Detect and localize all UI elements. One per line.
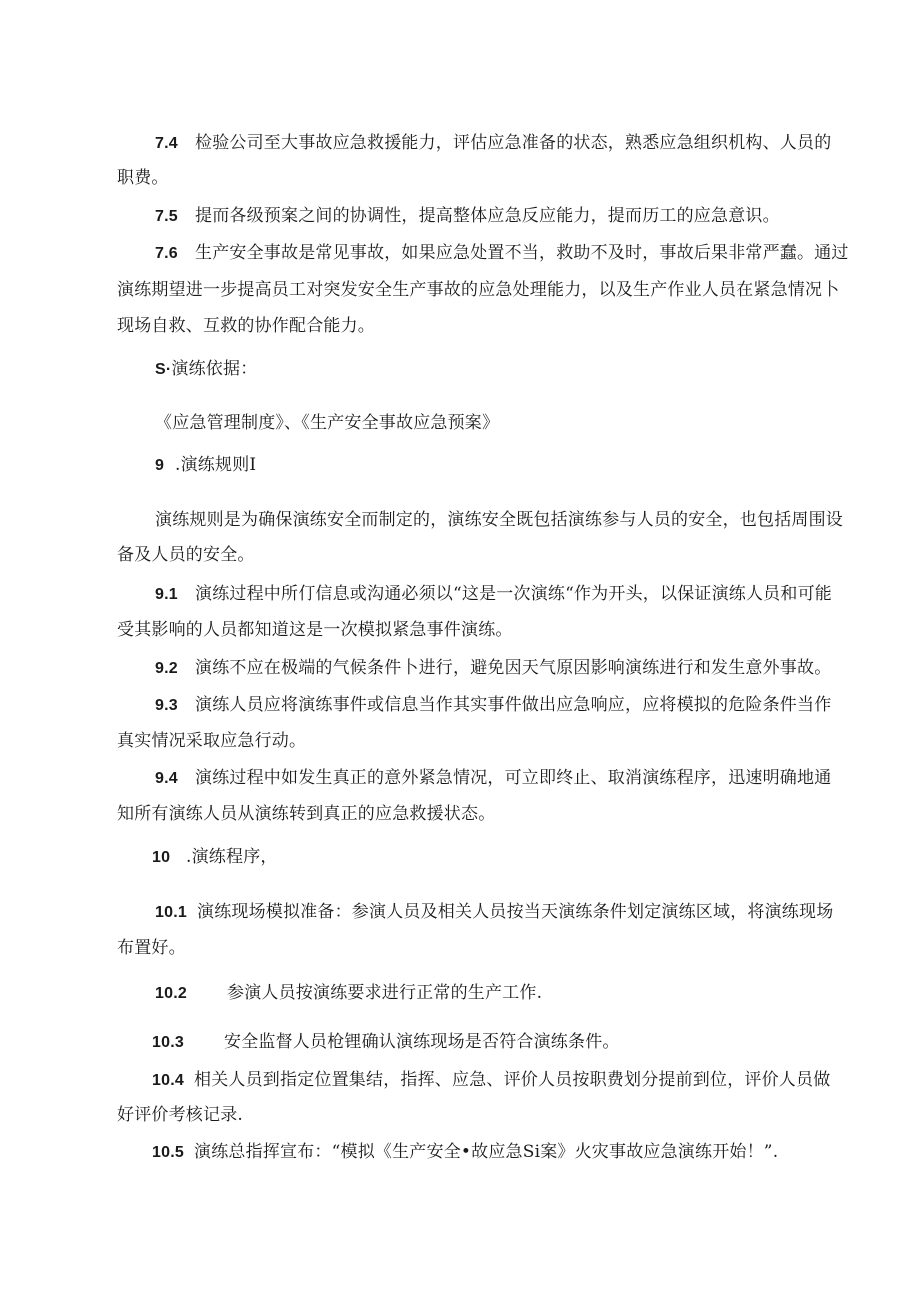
paragraph-text: 演练人员应将演练事件或信息当作其实事件做出应急响应，应将模拟的危险条件当作 xyxy=(195,695,832,715)
paragraph-text: 演练总指挥宣布：“模拟《生产安全•故应急Si案》火灾事故应急演练开始！”. xyxy=(194,1142,779,1162)
section-10-1-line2: 布置好。 xyxy=(117,938,186,958)
section-10-2 xyxy=(155,982,542,1005)
section-number: 10.4 xyxy=(152,1072,184,1089)
paragraph-text: 生产安全事故是常见事故，如果应急处置不当，救助不及时，事故后果非常严蠢。通过 xyxy=(195,243,849,263)
paragraph-text: 演练过程中如发生真正的意外紧急情况，可立即终止、取消演练程序，迅速明确地通 xyxy=(195,768,832,788)
section-number: 9.4 xyxy=(155,770,178,787)
section-number: 9.3 xyxy=(155,697,178,714)
section-7-4-line1 xyxy=(155,132,831,155)
section-9-3-line2: 真实情况采取应急行动。 xyxy=(117,731,307,751)
section-number: 9.2 xyxy=(155,660,178,677)
section-number: 10.1 xyxy=(155,904,187,921)
section-9-4-line1 xyxy=(155,767,831,790)
section-10-4-line1 xyxy=(152,1069,830,1092)
section-10-4-line2: 好评价考核记录. xyxy=(117,1105,244,1125)
section-8-heading xyxy=(155,358,257,381)
section-number: 10.5 xyxy=(152,1144,184,1161)
section-7-6-line1 xyxy=(155,242,849,265)
paragraph-text: 检验公司至大事故应急救援能力，评估应急准备的状态，熟悉应急组织机构、人员的 xyxy=(195,133,832,153)
section-10-5 xyxy=(152,1141,778,1164)
section-number: 7.4 xyxy=(155,135,178,152)
section-title: .演练程序， xyxy=(186,847,278,867)
section-9-intro-line2: 备及人员的安全。 xyxy=(117,545,255,565)
section-number: 10 xyxy=(152,849,171,866)
section-7-6-line2: 演练期望进一步提高员工对突发安全生产事故的应急处理能力，以及生产作业人员在紧急情况卜 xyxy=(117,280,840,300)
paragraph-text: 演练过程中所仃信息或沟通必须以“这是一次演练“作为开头，以保证演练人员和可能 xyxy=(195,584,832,604)
section-10-1-line1 xyxy=(155,901,833,924)
section-number: 10.3 xyxy=(152,1034,184,1051)
section-number: 10.2 xyxy=(155,985,187,1002)
section-9-heading xyxy=(155,454,256,477)
section-title: .演练规则I xyxy=(175,455,257,475)
paragraph-text: 安全监督人员枪锂确认演练现场是否符合演练条件。 xyxy=(224,1032,620,1052)
paragraph-text: 相关人员到指定位置集结，指挥、应急、评价人员按职费划分提前到位，评价人员做 xyxy=(194,1070,831,1090)
section-number: 9 xyxy=(155,457,165,474)
section-7-5 xyxy=(155,205,780,228)
section-10-3 xyxy=(152,1031,620,1054)
section-9-2 xyxy=(155,657,831,680)
section-10-heading xyxy=(152,846,278,869)
section-9-1-line2: 受其影响的人员都知道这是一次模拟紧急事件演练。 xyxy=(117,620,513,640)
section-7-4-line2: 职费。 xyxy=(117,168,169,188)
section-number: 9.1 xyxy=(155,586,178,603)
section-9-3-line1 xyxy=(155,694,831,717)
basis-documents: 《应急管理制度》、《生产安全事故应急预案》 xyxy=(155,413,500,433)
paragraph-text: 演练现场模拟准备：参演人员及相关人员按当天演练条件划定演练区域，将演练现场 xyxy=(197,902,834,922)
section-number: 7.6 xyxy=(155,245,178,262)
section-7-6-line3: 现场自救、互救的协作配合能力。 xyxy=(117,316,375,336)
section-number: S· xyxy=(155,361,172,378)
section-9-4-line2: 知所有演练人员从演练转到真正的应急救援状态。 xyxy=(117,804,496,824)
section-number: 7.5 xyxy=(155,208,178,225)
paragraph-text: 参演人员按演练要求进行正常的生产工作. xyxy=(227,983,543,1003)
section-9-intro-line1: 演练规则是为确保演练安全而制定的，演练安全既包括演练参与人员的安全，也包括周围设 xyxy=(155,510,843,530)
paragraph-text: 演练不应在极端的气候条件卜进行，避免因天气原因影响演练进行和发生意外事故。 xyxy=(195,658,832,678)
paragraph-text: 提而各级预案之间的协调性，提高整体应急反应能力，提而历工的应急意识。 xyxy=(195,206,780,226)
section-9-1-line1 xyxy=(155,583,832,606)
section-title: 演练依据： xyxy=(171,359,258,379)
